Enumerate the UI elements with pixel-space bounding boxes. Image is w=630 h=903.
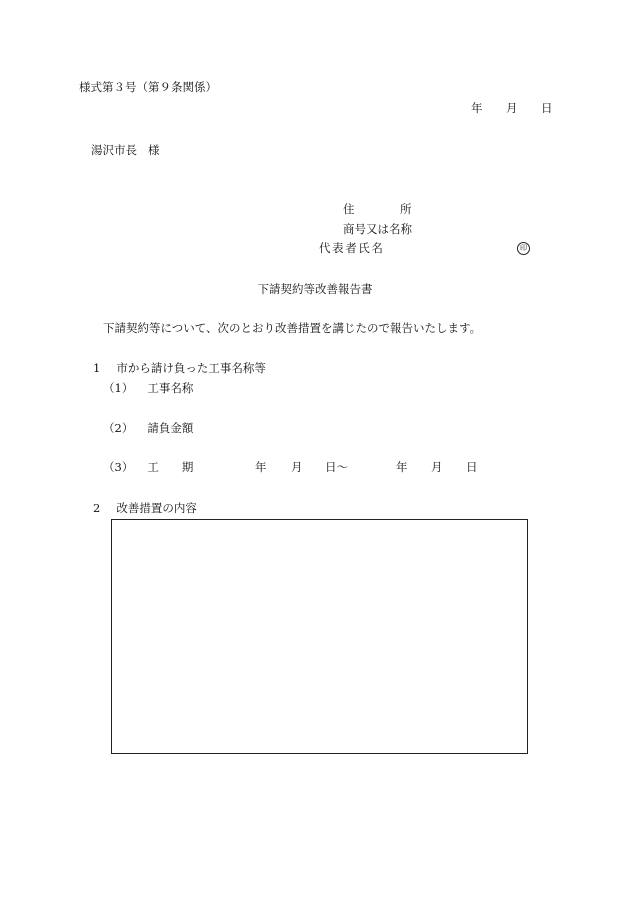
item-contract-amount	[103, 423, 193, 435]
period-start-year-unit: 年	[255, 460, 267, 474]
period-end-year-unit: 年	[396, 460, 408, 474]
document-title: 下請契約等改善報告書	[257, 282, 373, 296]
section2-number: 2	[93, 501, 101, 515]
date-year-unit: 年	[471, 101, 483, 115]
addressee-name: 湯沢市長	[91, 143, 137, 157]
period-end-month-unit: 月	[431, 460, 443, 474]
seal-icon: 印	[517, 242, 530, 255]
item-number: （3）	[103, 460, 134, 474]
address-label-second: 所	[400, 202, 412, 216]
item-construction-period	[103, 462, 193, 474]
improvement-content-box[interactable]	[111, 519, 528, 754]
form-number: 様式第３号（第９条関係）	[79, 80, 217, 94]
address-label-first: 住	[343, 202, 355, 216]
item-number: （2）	[103, 421, 134, 435]
item-label: 請負金額	[147, 421, 194, 435]
period-start-day-unit: 日～	[325, 460, 348, 474]
date-month-unit: 月	[506, 101, 518, 115]
section2-heading	[93, 503, 197, 515]
item-construction-name	[103, 383, 193, 395]
date-day-unit: 日	[541, 101, 553, 115]
period-end-day-unit: 日	[466, 460, 478, 474]
representative-name-label: 代表者氏名	[319, 241, 385, 255]
item-number: （1）	[103, 381, 134, 395]
intro-text: 下請契約等について、次のとおり改善措置を講じたので報告いたします。	[103, 321, 482, 335]
period-start-month-unit: 月	[291, 460, 303, 474]
item-label: 工 期	[147, 460, 194, 474]
addressee-honorific: 様	[148, 143, 160, 157]
section1-number: 1	[93, 361, 101, 375]
item-label: 工事名称	[147, 381, 194, 395]
section2-heading-text: 改善措置の内容	[116, 501, 197, 515]
company-name-label: 商号又は名称	[343, 222, 412, 236]
section1-heading-text: 市から請け負った工事名称等	[116, 361, 266, 375]
addressee	[91, 145, 160, 157]
section1-heading	[93, 363, 266, 375]
